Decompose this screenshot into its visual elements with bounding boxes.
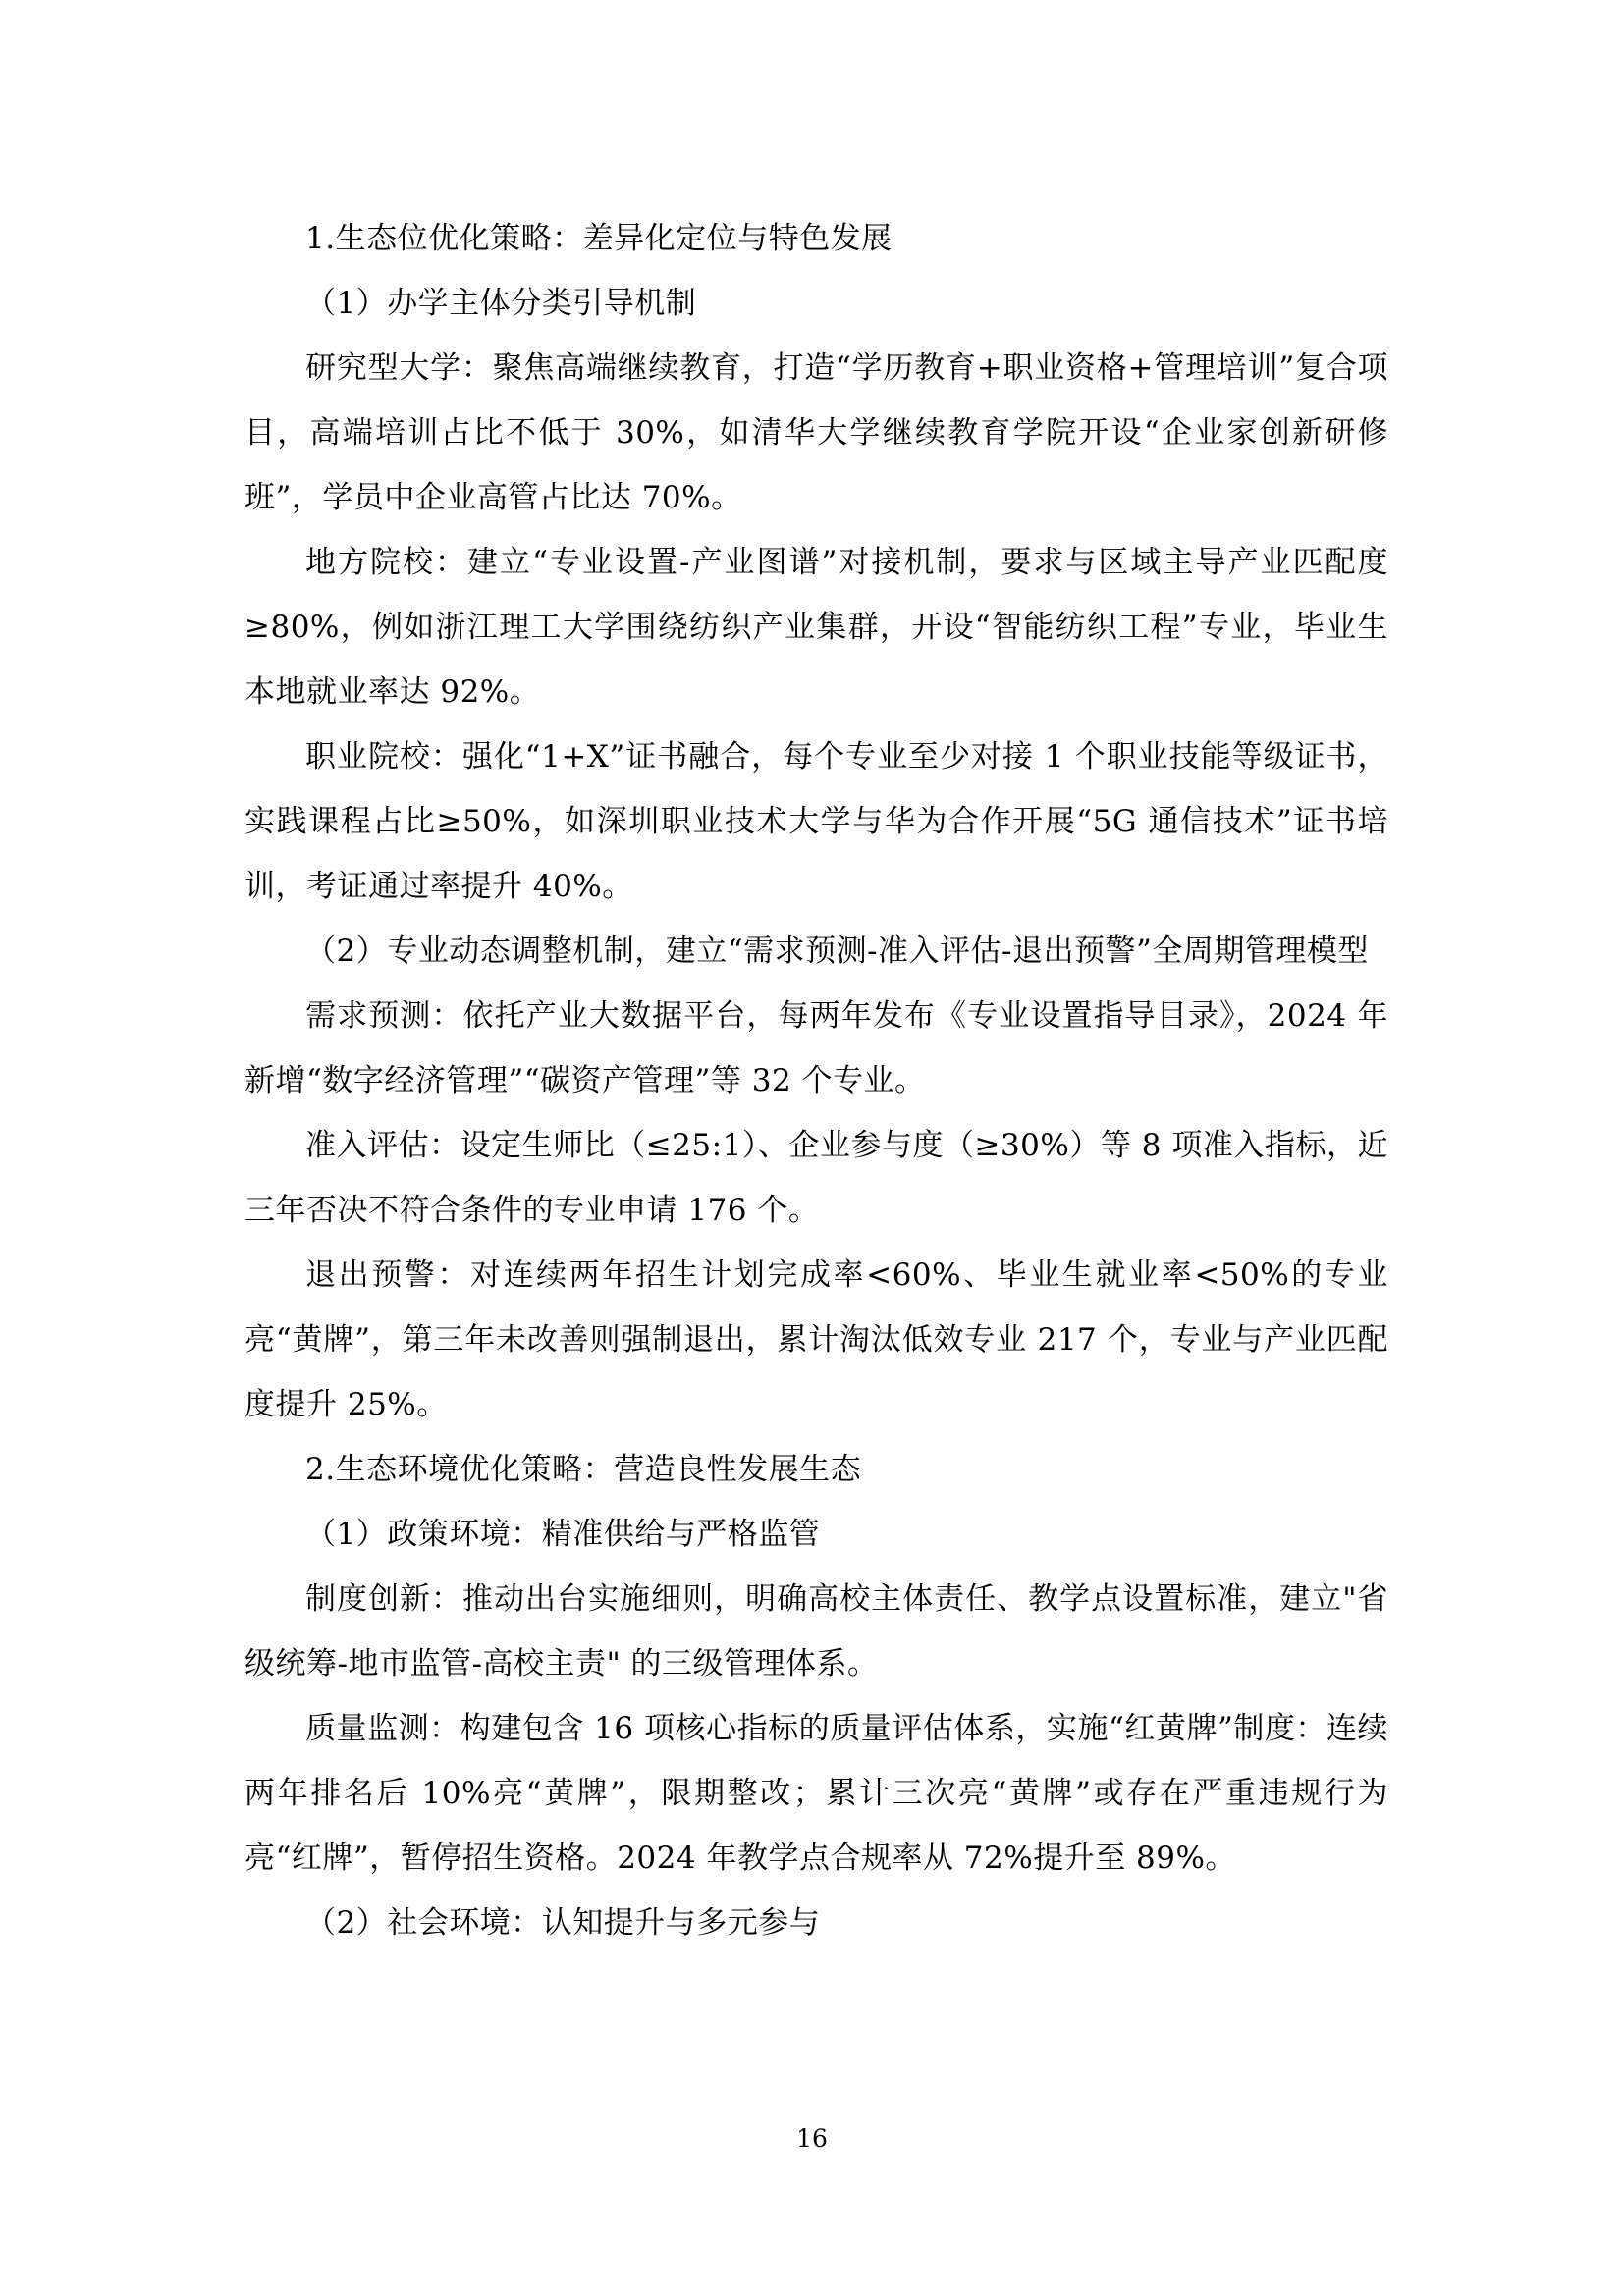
paragraph-exit-warning: 退出预警：对连续两年招生计划完成率<60%、毕业生就业率<50%的专业亮“黄牌”，第三年未改善则强制退出，累计淘汰低效专业 217 个，专业与产业匹配度提升 25%。 [244, 1257, 1388, 1422]
paragraph-admission-evaluation: 准入评估：设定生师比（≤25:1）、企业参与度（≥30%）等 8 项准入指标，近三年否决不符合条件的专业申请 176 个。 [244, 1128, 1388, 1228]
paragraph-local-colleges: 地方院校：建立“专业设置-产业图谱”对接机制，要求与区域主导产业匹配度≥80%，例如浙江理工大学围绕纺织产业集群，开设“智能纺织工程”专业，毕业生本地就业率达 92%。 [244, 545, 1388, 710]
section-heading-1: 1.生态位优化策略：差异化定位与特色发展 [305, 221, 893, 256]
paragraph-research-universities: 研究型大学：聚焦高端继续教育，打造“学历教育+职业资格+管理培训”复合项目，高端培训占比不低于 30%，如清华大学继续教育学院开设“企业家创新研修班”，学员中企业高管占比达 70%。 [244, 350, 1388, 515]
page-number: 16 [796, 2124, 828, 2153]
paragraph-demand-forecast: 需求预测：依托产业大数据平台，每两年发布《专业设置指导目录》，2024 年新增“数字经济管理”“碳资产管理”等 32 个专业。 [244, 998, 1388, 1098]
document-body [244, 206, 1388, 1955]
section-heading-2: 2.生态环境优化策略：营造良性发展生态 [305, 1452, 862, 1487]
subsection-heading-2-2: （2）社会环境：认知提升与多元参与 [305, 1905, 821, 1941]
paragraph-vocational-colleges: 职业院校：强化“1+X”证书融合，每个专业至少对接 1 个职业技能等级证书，实践课程占比≥50%，如深圳职业技术大学与华为合作开展“5G 通信技术”证书培训，考证通过率提升 40%。 [244, 739, 1388, 904]
paragraph-quality-monitoring: 质量监测：构建包含 16 项核心指标的质量评估体系，实施“红黄牌”制度：连续两年排名后 10%亮“黄牌”，限期整改；累计三次亮“黄牌”或存在严重违规行为亮“红牌”，暂停招生资格。2024 年教学点合规率从 72%提升至 89%。 [244, 1711, 1388, 1876]
subsection-heading-2-1: （1）政策环境：精准供给与严格监管 [305, 1517, 821, 1552]
subsection-heading-1-1: （1）办学主体分类引导机制 [305, 286, 697, 321]
paragraph-institutional-innovation: 制度创新：推动出台实施细则，明确高校主体责任、教学点设置标准，建立"省级统筹-地市监管-高校主责" 的三级管理体系。 [244, 1581, 1388, 1682]
subsection-heading-1-2: （2）专业动态调整机制，建立“需求预测-准入评估-退出预警”全周期管理模型 [305, 934, 1369, 969]
